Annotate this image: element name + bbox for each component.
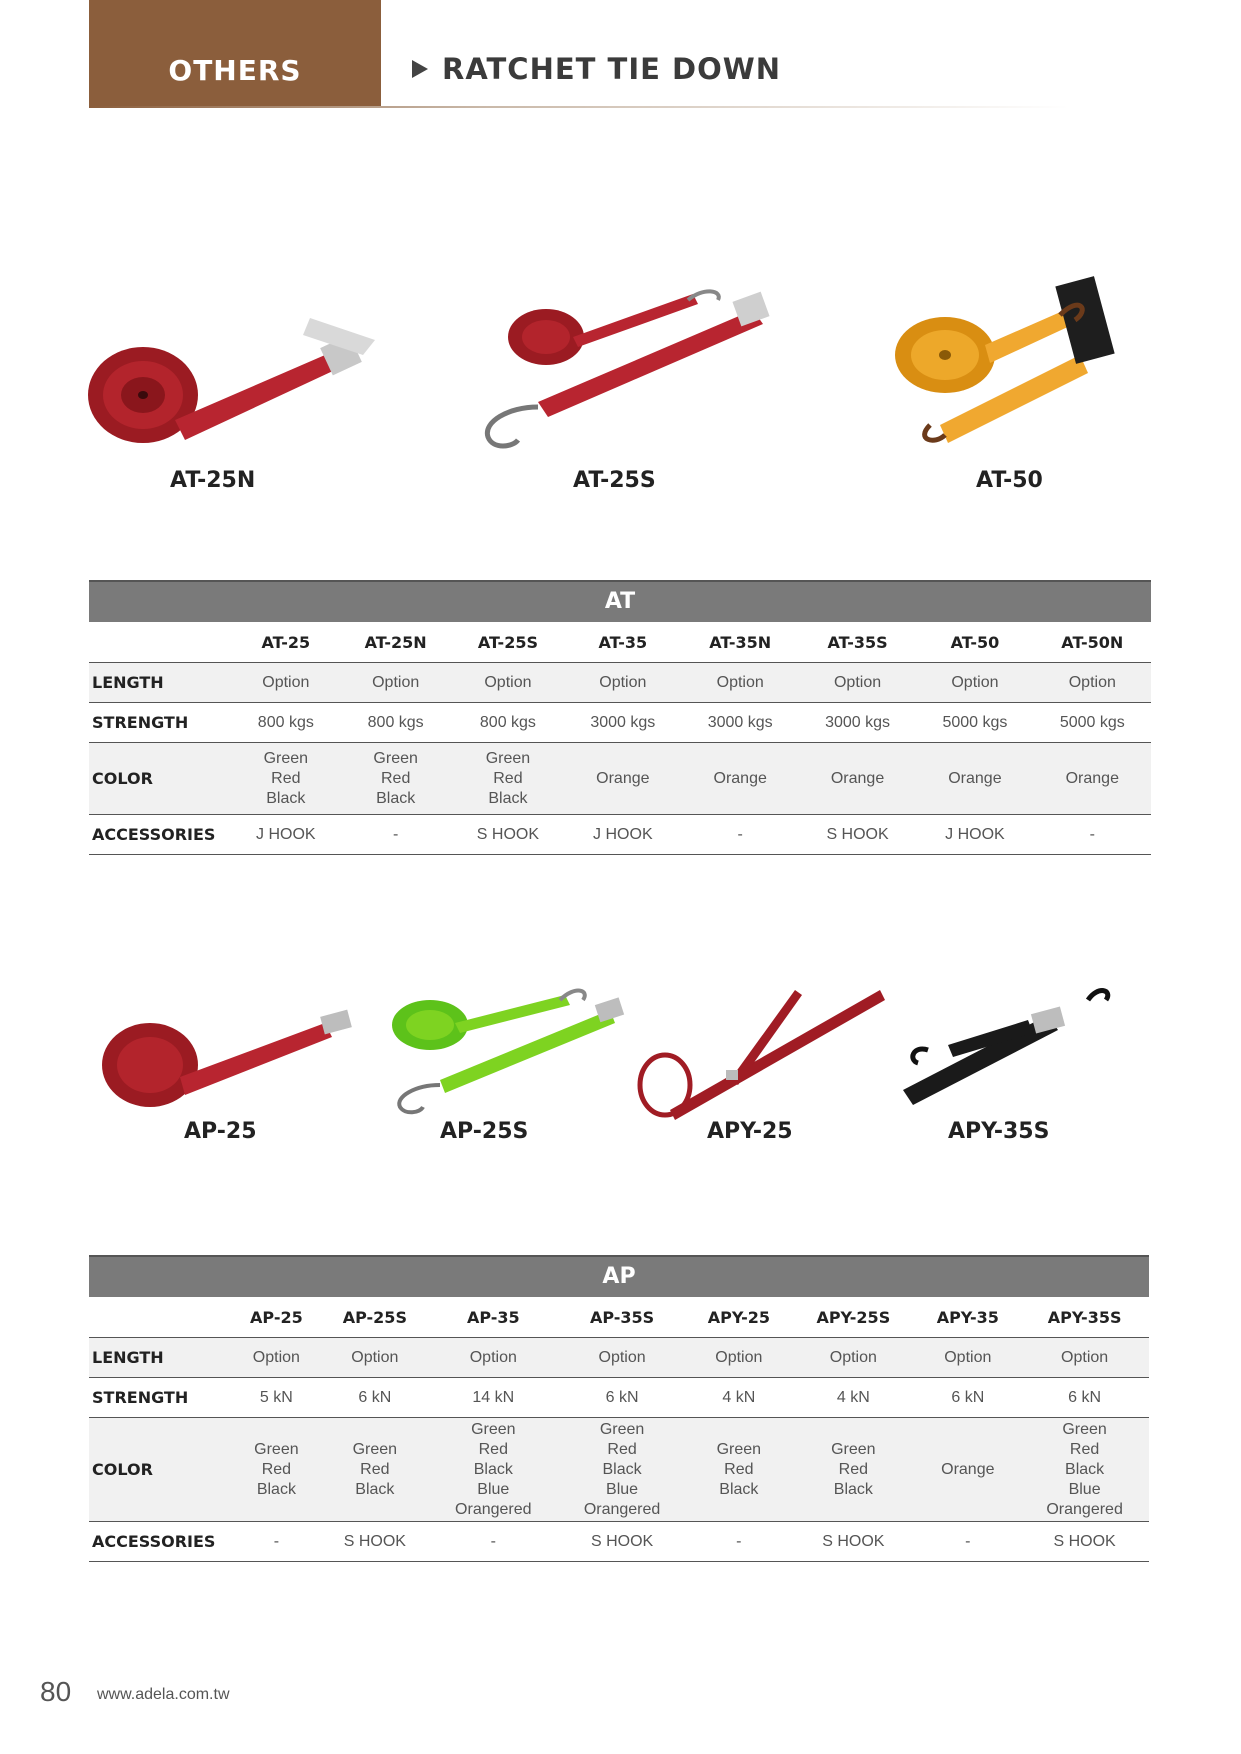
cell-line: S HOOK <box>343 1532 406 1550</box>
product-apy-35s <box>898 985 1113 1105</box>
cell-line: S HOOK <box>1053 1532 1116 1550</box>
cell-line: Red <box>838 1460 868 1478</box>
table-cell <box>232 815 340 855</box>
section-tab <box>89 0 381 107</box>
table-row <box>89 1338 1149 1378</box>
cell-line: Orange <box>713 769 767 787</box>
model-header: APY-25S <box>791 1297 915 1338</box>
cell-line: Green <box>263 749 309 767</box>
table-cell <box>452 703 564 743</box>
table-cell <box>340 815 452 855</box>
cell-line: 6 kN <box>1068 1388 1102 1406</box>
product-apy-25 <box>630 985 890 1120</box>
table-cell <box>232 1378 321 1418</box>
product-ap-25s <box>385 975 630 1115</box>
cell-line: Option <box>951 673 999 691</box>
table-cell <box>564 663 681 703</box>
table-cell <box>452 743 564 815</box>
table-cell <box>682 743 799 815</box>
table-row <box>89 663 1151 703</box>
cell-line: 3000 kgs <box>590 713 656 731</box>
table-cell <box>1034 703 1151 743</box>
cell-line: Red <box>271 769 301 787</box>
row-label: STRENGTH <box>89 703 232 743</box>
cell-line: - <box>1089 825 1095 843</box>
table-cell <box>916 703 1033 743</box>
product-label: AT-25N <box>170 468 256 493</box>
product-label: APY-35S <box>948 1119 1050 1144</box>
table-cell <box>682 815 799 855</box>
table-cell <box>915 1522 1020 1562</box>
cell-line: Orange <box>941 1460 995 1478</box>
table-cell <box>429 1338 558 1378</box>
cell-line: Red <box>261 1460 292 1478</box>
cell-line: Green <box>373 749 418 767</box>
cell-line: - <box>273 1532 280 1550</box>
table-cell <box>232 743 340 815</box>
cell-line: 6 kN <box>951 1388 985 1406</box>
black-y-strap-s-hook-image <box>898 985 1113 1105</box>
table-cell <box>558 1522 687 1562</box>
product-label: AT-25S <box>573 468 656 493</box>
page-title-text: RATCHET TIE DOWN <box>442 52 782 86</box>
cell-line: Option <box>469 1348 517 1366</box>
cell-line: Option <box>598 1348 646 1366</box>
model-header: AT-25S <box>452 622 564 663</box>
table-cell <box>340 703 452 743</box>
cell-line: Option <box>1068 673 1116 691</box>
cell-line: J HOOK <box>256 825 316 843</box>
table-cell <box>682 703 799 743</box>
row-label: LENGTH <box>89 1338 232 1378</box>
table-cell <box>558 1418 687 1522</box>
table-cell <box>340 743 452 815</box>
cell-line: Red <box>724 1460 754 1478</box>
model-header: AT-25 <box>232 622 340 663</box>
table-cell <box>558 1378 687 1418</box>
cell-line: S HOOK <box>590 1532 654 1550</box>
model-header: APY-25 <box>686 1297 791 1338</box>
cell-line: Orangered <box>455 1500 532 1518</box>
red-ratchet-strap-s-hook-image <box>478 282 788 452</box>
cell-line: 5000 kgs <box>1059 713 1125 731</box>
page-title <box>412 52 781 86</box>
cell-line: Green <box>485 749 531 767</box>
cell-line: Option <box>829 1348 877 1366</box>
table-cell <box>1020 1338 1149 1378</box>
cell-line: Option <box>599 673 647 691</box>
table-cell <box>686 1378 791 1418</box>
cell-line: Green <box>1062 1420 1107 1438</box>
cell-line: Black <box>488 789 528 807</box>
model-header: AT-50 <box>916 622 1033 663</box>
cell-line: Red <box>607 1440 637 1458</box>
table-cell <box>232 1522 321 1562</box>
table-cell <box>799 815 916 855</box>
red-y-strap-image <box>630 985 890 1120</box>
table-cell <box>1034 743 1151 815</box>
cell-line: 14 kN <box>472 1388 515 1406</box>
table-cell <box>1020 1418 1149 1522</box>
cell-line: Green <box>352 1440 398 1458</box>
cell-line: - <box>393 825 399 843</box>
table-cell <box>321 1378 429 1418</box>
cell-line: Orange <box>596 769 650 787</box>
table-cell <box>232 703 340 743</box>
table-row <box>89 815 1151 855</box>
table-cell <box>452 815 564 855</box>
header-divider <box>89 106 1069 108</box>
cell-line: 4 kN <box>722 1388 756 1406</box>
row-label: COLOR <box>89 1418 232 1522</box>
cell-line: Black <box>473 1460 513 1478</box>
cell-line: Orange <box>948 769 1002 787</box>
product-at-50 <box>890 265 1130 445</box>
model-header: APY-35S <box>1020 1297 1149 1338</box>
cell-line: Orange <box>830 769 885 787</box>
product-at-25n <box>85 300 385 450</box>
table-cell <box>558 1338 687 1378</box>
cell-line: Black <box>602 1460 642 1478</box>
cell-line: - <box>737 825 743 843</box>
table-cell <box>564 815 681 855</box>
cell-line: 800 kgs <box>479 713 536 731</box>
table-cell <box>791 1378 915 1418</box>
row-label: ACCESSORIES <box>89 1522 232 1562</box>
table-cell <box>232 663 340 703</box>
product-label: APY-25 <box>707 1119 793 1144</box>
model-header: AT-25N <box>340 622 452 663</box>
cell-line: Orangered <box>583 1500 661 1518</box>
cell-line: Green <box>254 1440 299 1458</box>
triangle-bullet-icon <box>412 60 428 78</box>
cell-line: Option <box>1061 1348 1109 1366</box>
cell-line: Red <box>478 1440 508 1458</box>
cell-line: 3000 kgs <box>707 713 773 731</box>
table-cell <box>686 1418 791 1522</box>
orange-ratchet-strap-j-hook-image <box>890 265 1130 445</box>
cell-line: - <box>736 1532 742 1550</box>
model-header: AP-35 <box>429 1297 558 1338</box>
table-cell <box>686 1338 791 1378</box>
red-ratchet-strap-image <box>85 300 385 450</box>
table-title: AP <box>89 1255 1149 1297</box>
table-cell <box>564 703 681 743</box>
table-cell <box>429 1418 558 1522</box>
cell-line: 5 kN <box>259 1388 293 1406</box>
cell-line: 3000 kgs <box>825 713 891 731</box>
cell-line: 6 kN <box>358 1388 392 1406</box>
model-header: AT-35N <box>682 622 799 663</box>
page-number: 80 <box>40 1676 72 1707</box>
table-cell <box>799 703 916 743</box>
cell-line: Option <box>262 673 310 691</box>
cell-line: Green <box>599 1420 645 1438</box>
table-cell <box>321 1522 429 1562</box>
cell-line: Black <box>833 1480 873 1498</box>
cell-line: Red <box>380 769 411 787</box>
cell-line: Black <box>1065 1460 1105 1478</box>
table-cell <box>1020 1378 1149 1418</box>
table-cell <box>321 1338 429 1378</box>
cell-line: Blue <box>1068 1480 1101 1498</box>
table-cell <box>791 1522 915 1562</box>
row-label: COLOR <box>89 743 232 815</box>
cell-line: Black <box>355 1480 395 1498</box>
cell-line: 6 kN <box>605 1388 639 1406</box>
cell-line: Black <box>266 789 306 807</box>
product-label: AT-50 <box>976 468 1043 493</box>
cell-line: 5000 kgs <box>942 713 1008 731</box>
cell-line: S HOOK <box>476 825 540 843</box>
cell-line: - <box>965 1532 971 1550</box>
product-at-25s <box>478 282 788 452</box>
cell-line: Orangered <box>1046 1500 1123 1518</box>
table-title: AT <box>89 580 1151 622</box>
cell-line: 800 kgs <box>367 713 424 731</box>
cell-line: Red <box>1069 1440 1100 1458</box>
green-cam-strap-s-hook-image <box>385 975 630 1115</box>
cell-line: Green <box>831 1440 876 1458</box>
cell-line: J HOOK <box>593 825 653 843</box>
table-row <box>89 1378 1149 1418</box>
row-label-header <box>89 622 232 663</box>
red-cam-strap-image <box>100 1005 355 1115</box>
row-label: ACCESSORIES <box>89 815 232 855</box>
cell-line: 800 kgs <box>257 713 314 731</box>
cell-line: 4 kN <box>836 1388 870 1406</box>
table-cell <box>686 1522 791 1562</box>
table-cell <box>791 1338 915 1378</box>
cell-line: Option <box>715 1348 763 1366</box>
cell-line: S HOOK <box>826 825 889 843</box>
model-header: AP-25S <box>321 1297 429 1338</box>
table-header-row <box>89 622 1151 663</box>
table-cell <box>791 1418 915 1522</box>
spec-table-ap <box>89 1255 1149 1562</box>
table-cell <box>799 663 916 703</box>
cell-line: Green <box>716 1440 762 1458</box>
table-cell <box>1034 815 1151 855</box>
table-cell <box>1034 663 1151 703</box>
cell-line: J HOOK <box>945 825 1005 843</box>
table-row <box>89 1522 1149 1562</box>
table-row <box>89 703 1151 743</box>
table-cell <box>915 1378 1020 1418</box>
cell-line: Option <box>716 673 764 691</box>
table-header-row <box>89 1297 1149 1338</box>
table-cell <box>429 1378 558 1418</box>
model-header: AP-25 <box>232 1297 321 1338</box>
table-cell <box>232 1338 321 1378</box>
cell-line: Black <box>256 1480 296 1498</box>
table-cell <box>564 743 681 815</box>
table-cell <box>429 1522 558 1562</box>
cell-line: Orange <box>1065 769 1119 787</box>
table-cell <box>452 663 564 703</box>
cell-line: Option <box>351 1348 399 1366</box>
table-cell <box>1020 1522 1149 1562</box>
model-header: APY-35 <box>915 1297 1020 1338</box>
table-cell <box>682 663 799 703</box>
cell-line: Option <box>833 673 882 691</box>
table-cell <box>916 743 1033 815</box>
cell-line: Blue <box>477 1480 510 1498</box>
cell-line: Red <box>360 1460 390 1478</box>
cell-line: Red <box>493 769 523 787</box>
cell-line: Option <box>484 673 532 691</box>
cell-line: Black <box>376 789 416 807</box>
website-url: www.adela.com.tw <box>97 1686 230 1703</box>
table-cell <box>799 743 916 815</box>
cell-line: Blue <box>606 1480 639 1498</box>
product-label: AP-25 <box>184 1119 257 1144</box>
table-cell <box>340 663 452 703</box>
cell-line: Black <box>719 1480 759 1498</box>
cell-line: Option <box>944 1348 992 1366</box>
model-header: AT-35S <box>799 622 916 663</box>
table-cell <box>232 1418 321 1522</box>
cell-line: Option <box>372 673 420 691</box>
table-row <box>89 1418 1149 1522</box>
table-cell <box>915 1418 1020 1522</box>
table-cell <box>916 663 1033 703</box>
model-header: AT-50N <box>1034 622 1151 663</box>
cell-line: Option <box>252 1348 300 1366</box>
row-label: STRENGTH <box>89 1378 232 1418</box>
table-cell <box>321 1418 429 1522</box>
product-ap-25 <box>100 1005 355 1115</box>
product-label: AP-25S <box>440 1119 529 1144</box>
cell-line: Green <box>471 1420 516 1438</box>
section-tab-label: OTHERS <box>168 54 302 87</box>
model-header: AT-35 <box>564 622 681 663</box>
model-header: AP-35S <box>558 1297 687 1338</box>
table-cell <box>916 815 1033 855</box>
row-label: LENGTH <box>89 663 232 703</box>
row-label-header <box>89 1297 232 1338</box>
cell-line: S HOOK <box>822 1532 885 1550</box>
table-row <box>89 743 1151 815</box>
spec-table-at <box>89 580 1151 855</box>
cell-line: - <box>490 1532 496 1550</box>
table-cell <box>915 1338 1020 1378</box>
